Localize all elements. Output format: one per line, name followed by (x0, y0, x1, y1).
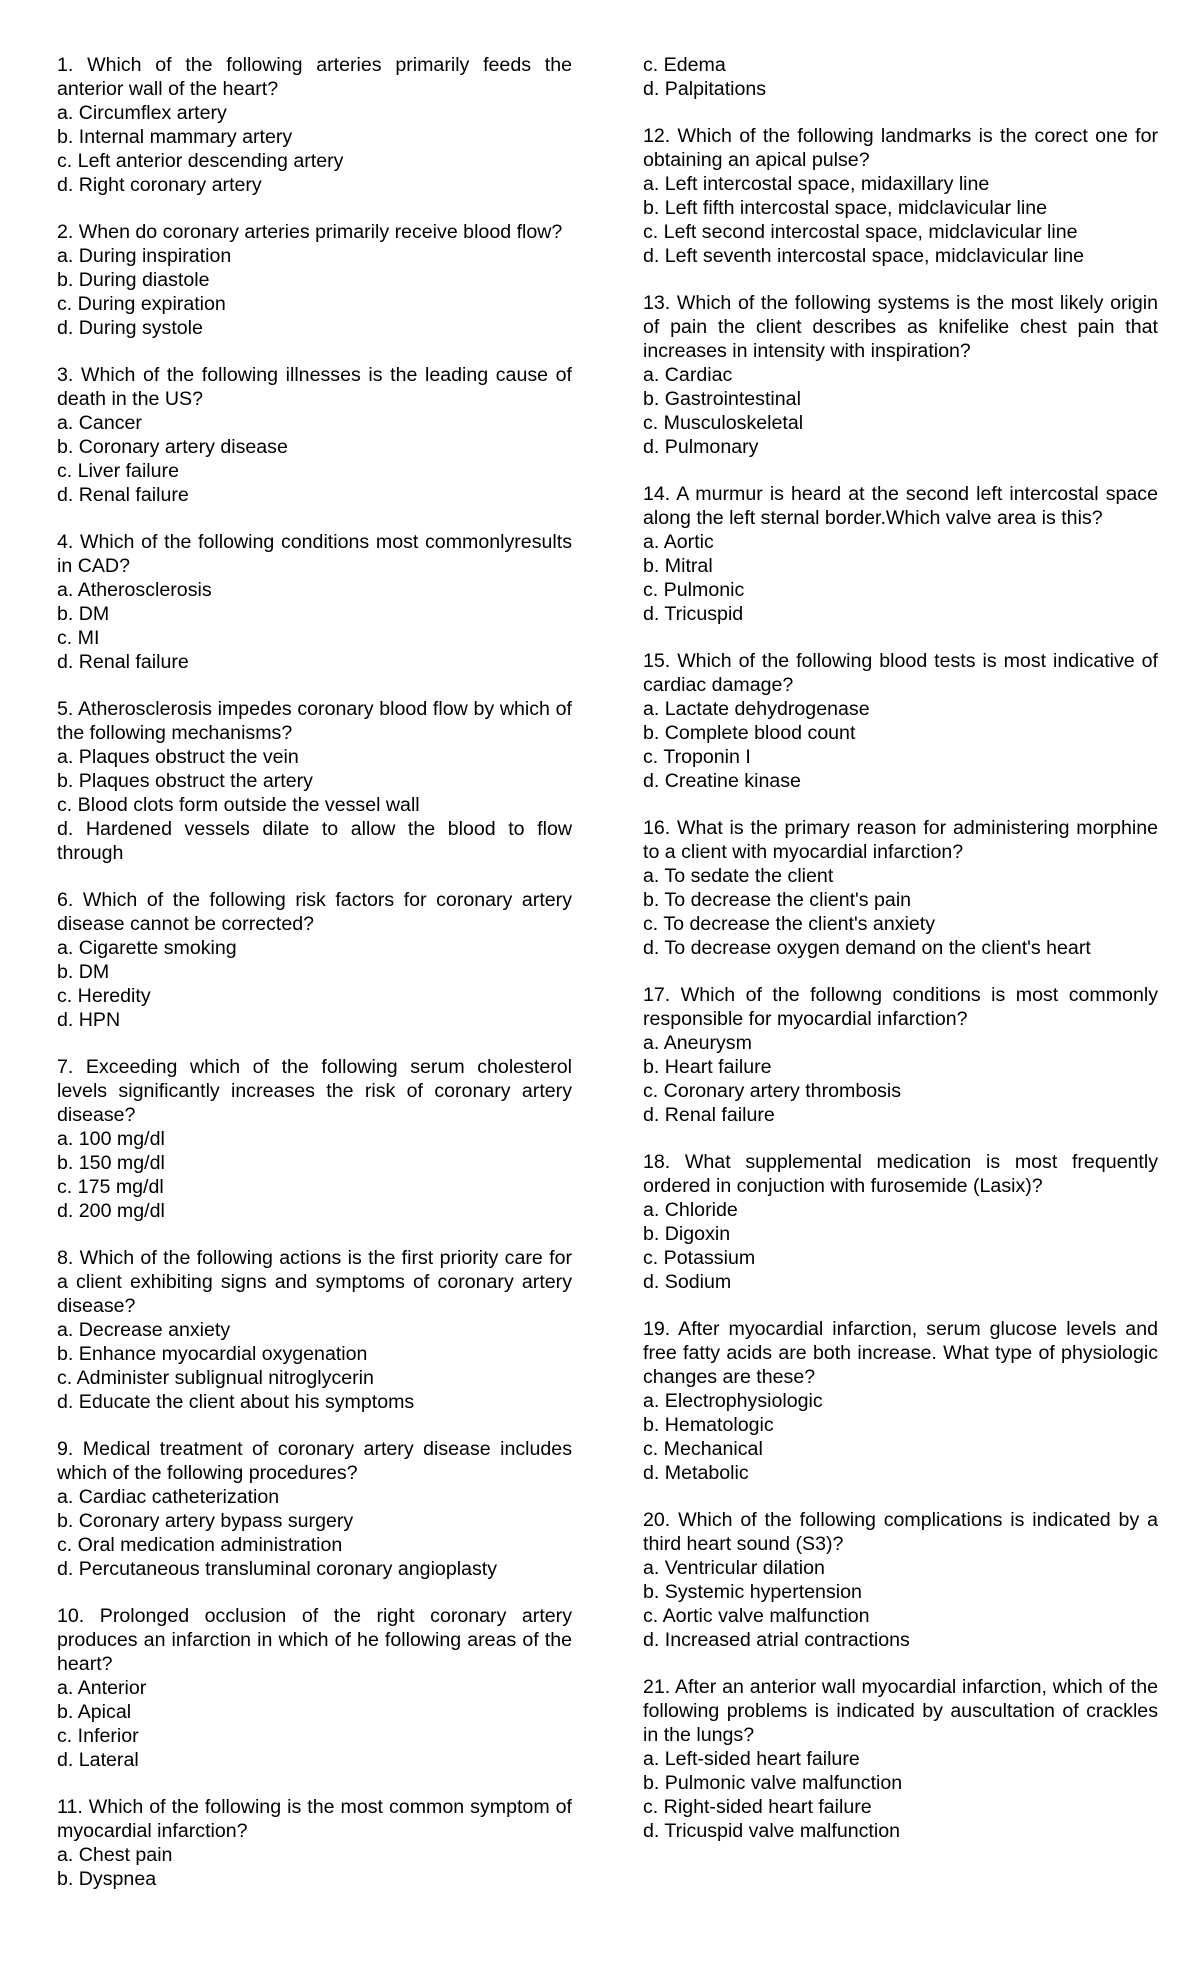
answer-option: a. To sedate the client (643, 865, 834, 887)
answer-option: d. To decrease oxygen demand on the client's heart (643, 937, 1091, 959)
answer-option: c. Potassium (643, 1247, 756, 1269)
question-16 (643, 816, 1158, 960)
question-stem: 4. Which of the following conditions most commonlyresults in CAD? (57, 531, 572, 577)
question-stem: 19. After myocardial infarction, serum glucose levels and free fatty acids are both increase. What type of physiologic changes are these? (643, 1318, 1158, 1388)
question-14 (643, 482, 1158, 626)
question-6 (57, 888, 572, 1032)
answer-option: b. Coronary artery disease (57, 436, 288, 458)
answer-option: a. Aneurysm (643, 1032, 752, 1054)
answer-option: a. 100 mg/dl (57, 1128, 165, 1150)
answer-option: c. Administer sublignual nitroglycerin (57, 1367, 374, 1389)
answer-option: c. Mechanical (643, 1438, 763, 1460)
answer-option: a. Cigarette smoking (57, 937, 237, 959)
question-7 (57, 1055, 572, 1223)
question-stem: 14. A murmur is heard at the second left intercostal space along the left sternal border.Which valve area is this? (643, 483, 1158, 529)
question-stem: 1. Which of the following arteries primarily feeds the anterior wall of the heart? (57, 54, 572, 100)
answer-option: a. Lactate dehydrogenase (643, 698, 870, 720)
answer-option: b. Coronary artery bypass surgery (57, 1510, 354, 1532)
answer-option: d. Left seventh intercostal space, midclavicular line (643, 245, 1085, 267)
answer-option: b. Hematologic (643, 1414, 774, 1436)
answer-option: c. Inferior (57, 1725, 139, 1747)
answer-option: d. Palpitations (643, 78, 767, 100)
answer-option: c. Right-sided heart failure (643, 1796, 872, 1818)
answer-option: c. Heredity (57, 985, 151, 1007)
question-11 (57, 1795, 572, 1891)
answer-option: d. 200 mg/dl (57, 1200, 165, 1222)
answer-option: b. Dyspnea (57, 1868, 157, 1890)
answer-option: a. Plaques obstruct the vein (57, 746, 299, 768)
answer-option: b. Left fifth intercostal space, midclavicular line (643, 197, 1048, 219)
answer-option: b. Systemic hypertension (643, 1581, 862, 1603)
question-3 (57, 363, 572, 507)
answer-option: a. Left intercostal space, midaxillary line (643, 173, 990, 195)
left-column (57, 53, 572, 1914)
answer-option: b. Gastrointestinal (643, 388, 801, 410)
answer-option: d. HPN (57, 1009, 121, 1031)
question-18 (643, 1150, 1158, 1294)
answer-option: c. Left anterior descending artery (57, 150, 344, 172)
question-stem: 9. Medical treatment of coronary artery disease includes which of the following procedures? (57, 1438, 572, 1484)
answer-option: b. Mitral (643, 555, 713, 577)
answer-option: d. Creatine kinase (643, 770, 801, 792)
answer-option: a. Anterior (57, 1677, 147, 1699)
answer-option: a. Chloride (643, 1199, 738, 1221)
question-stem: 6. Which of the following risk factors for coronary artery disease cannot be corrected? (57, 889, 572, 935)
answer-option: b. Internal mammary artery (57, 126, 293, 148)
answer-option: b. Complete blood count (643, 722, 856, 744)
question-stem: 7. Exceeding which of the following serum cholesterol levels significantly increases the risk of coronary artery disease? (57, 1056, 572, 1126)
question-20 (643, 1508, 1158, 1652)
answer-option: a. Left-sided heart failure (643, 1748, 860, 1770)
answer-option: a. Decrease anxiety (57, 1319, 231, 1341)
question-stem: 11. Which of the following is the most common symptom of myocardial infarction? (57, 1796, 572, 1842)
question-stem: 10. Prolonged occlusion of the right coronary artery produces an infarction in which of he following areas of the heart? (57, 1605, 572, 1675)
question-5 (57, 697, 572, 865)
answer-option: c. To decrease the client's anxiety (643, 913, 936, 935)
answer-option: d. Renal failure (57, 484, 189, 506)
answer-option: a. Circumflex artery (57, 102, 227, 124)
answer-option: c. Pulmonic (643, 579, 745, 601)
answer-option: d. Hardened vessels dilate to allow the blood to flow through (57, 818, 572, 864)
answer-option: a. During inspiration (57, 245, 232, 267)
answer-option: c. Troponin I (643, 746, 751, 768)
answer-option: c. Aortic valve malfunction (643, 1605, 870, 1627)
answer-option: b. Digoxin (643, 1223, 731, 1245)
answer-option: a. Cancer (57, 412, 142, 434)
answer-option: d. Educate the client about his symptoms (57, 1391, 415, 1413)
answer-option: d. Lateral (57, 1749, 139, 1771)
answer-option: c. Left second intercostal space, midclavicular line (643, 221, 1078, 243)
question-stem: 17. Which of the followng conditions is most commonly responsible for myocardial infarction? (643, 984, 1158, 1030)
answer-option: c. Coronary artery thrombosis (643, 1080, 902, 1102)
answer-option: d. Pulmonary (643, 436, 759, 458)
question-12 (643, 124, 1158, 268)
question-13 (643, 291, 1158, 459)
question-1 (57, 53, 572, 197)
question-17 (643, 983, 1158, 1127)
question-stem: 3. Which of the following illnesses is the leading cause of death in the US? (57, 364, 572, 410)
answer-option: d. Renal failure (57, 651, 189, 673)
answer-option: a. Cardiac catheterization (57, 1486, 280, 1508)
answer-option: a. Cardiac (643, 364, 733, 386)
question-9 (57, 1437, 572, 1581)
answer-option: a. Chest pain (57, 1844, 173, 1866)
answer-option: b. Pulmonic valve malfunction (643, 1772, 903, 1794)
question-stem: 2. When do coronary arteries primarily receive blood flow? (57, 221, 563, 243)
answer-option: c. Edema (643, 54, 726, 76)
answer-option: a. Atherosclerosis (57, 579, 212, 601)
right-column (643, 53, 1158, 1866)
answer-option: d. Metabolic (643, 1462, 749, 1484)
answer-option: a. Aortic (643, 531, 714, 553)
answer-option: b. DM (57, 961, 110, 983)
answer-option: c. 175 mg/dl (57, 1176, 164, 1198)
answer-option: d. Percutaneous transluminal coronary angioplasty (57, 1558, 498, 1580)
question-10 (57, 1604, 572, 1772)
question-stem: 15. Which of the following blood tests is most indicative of cardiac damage? (643, 650, 1158, 696)
question-11-continued-options (643, 53, 1158, 101)
question-2 (57, 220, 572, 340)
answer-option: b. Apical (57, 1701, 132, 1723)
question-stem: 8. Which of the following actions is the first priority care for a client exhibiting signs and symptoms of coronary artery disease? (57, 1247, 572, 1317)
answer-option: d. Increased atrial contractions (643, 1629, 910, 1651)
question-8 (57, 1246, 572, 1414)
answer-option: b. During diastole (57, 269, 210, 291)
answer-option: c. Oral medication administration (57, 1534, 343, 1556)
question-stem: 21. After an anterior wall myocardial infarction, which of the following problems is indicated by auscultation of crackles in the lungs? (643, 1676, 1158, 1746)
answer-option: d. During systole (57, 317, 203, 339)
answer-option: b. Heart failure (643, 1056, 772, 1078)
question-21 (643, 1675, 1158, 1843)
answer-option: c. During expiration (57, 293, 226, 315)
answer-option: b. Plaques obstruct the artery (57, 770, 313, 792)
answer-option: b. 150 mg/dl (57, 1152, 165, 1174)
question-4 (57, 530, 572, 674)
answer-option: b. Enhance myocardial oxygenation (57, 1343, 368, 1365)
answer-option: d. Tricuspid (643, 603, 744, 625)
question-stem: 5. Atherosclerosis impedes coronary blood flow by which of the following mechanisms? (57, 698, 572, 744)
answer-option: d. Right coronary artery (57, 174, 262, 196)
answer-option: d. Renal failure (643, 1104, 775, 1126)
answer-option: c. Liver failure (57, 460, 179, 482)
answer-option: c. Blood clots form outside the vessel wall (57, 794, 420, 816)
question-stem: 13. Which of the following systems is the most likely origin of pain the client describes as knifelike chest pain that increases in intensity with inspiration? (643, 292, 1158, 362)
answer-option: a. Electrophysiologic (643, 1390, 823, 1412)
question-15 (643, 649, 1158, 793)
answer-option: b. DM (57, 603, 110, 625)
question-stem: 12. Which of the following landmarks is the corect one for obtaining an apical pulse? (643, 125, 1158, 171)
answer-option: c. MI (57, 627, 100, 649)
question-stem: 20. Which of the following complications is indicated by a third heart sound (S3)? (643, 1509, 1158, 1555)
answer-option: c. Musculoskeletal (643, 412, 804, 434)
answer-option: d. Tricuspid valve malfunction (643, 1820, 901, 1842)
question-19 (643, 1317, 1158, 1485)
question-stem: 18. What supplemental medication is most frequently ordered in conjuction with furosemide (Lasix)? (643, 1151, 1158, 1197)
question-stem: 16. What is the primary reason for administering morphine to a client with myocardial infarction? (643, 817, 1158, 863)
answer-option: a. Ventricular dilation (643, 1557, 825, 1579)
answer-option: d. Sodium (643, 1271, 732, 1293)
answer-option: b. To decrease the client's pain (643, 889, 912, 911)
